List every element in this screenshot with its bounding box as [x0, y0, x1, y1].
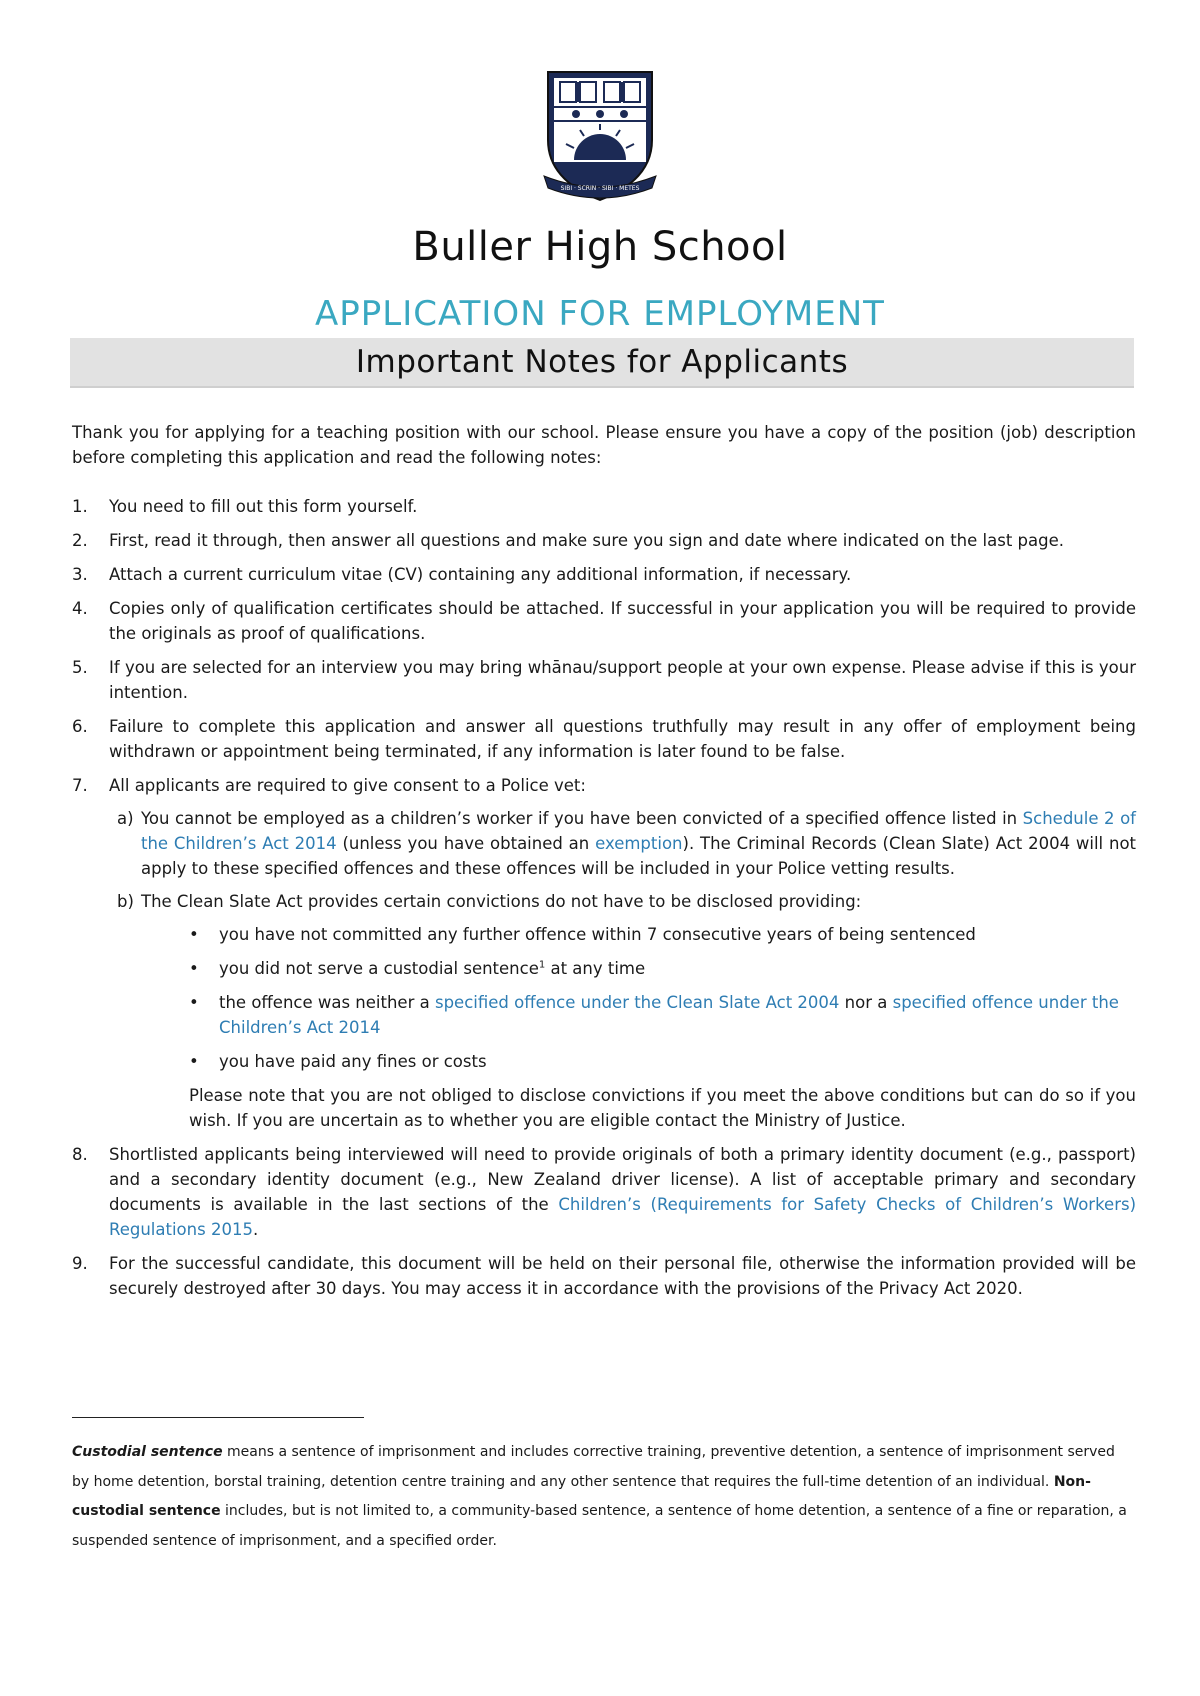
list-item: 8. Shortlisted applicants being interviewed will need to provide originals of both a primary identity document (e.g., passport) and a secondary identity document (e.g., New Zealand driver license). A list of acceptable primary and secondary documents is available in the last sections of the Children’s (Requirements for Safety Checks of Children’s Workers) Regulations 2015. — [72, 1145, 1137, 1239]
clean-slate-conditions — [109, 922, 1136, 1074]
list-item: • you did not serve a custodial sentence$^1$ at any time — [189, 959, 646, 978]
school-crest-logo — [540, 70, 660, 204]
footnote: Custodial sentence means a sentence of imprisonment and includes corrective training, preventive detention, a sentence of imprisonment served by home detention, borstal training, detention centre training and any other sentence that requires the full-time detention of an individual. Non-custodial sentence includes, but is not limited to, a community-based sentence, a sentence of home detention, a sentence of a fine or reparation, a suspended sentence of imprisonment, and a specified order. — [72, 1444, 1127, 1549]
police-vet-item-b: b) The Clean Slate Act provides certain convictions do not have to be disclosed providing: — [117, 892, 862, 911]
subtitle-bar: Important Notes for Applicants — [70, 338, 1134, 388]
list-item: 1. You need to fill out this form yourself. — [72, 497, 418, 516]
list-item: 4. Copies only of qualification certificates should be attached. If successful in your application you will be required to provide the originals as proof of qualifications. — [72, 599, 1136, 643]
list-item: 5. If you are selected for an interview you may bring whānau/support people at your own expense. Please advise if this is your intention. — [72, 658, 1136, 702]
schedule-2-link[interactable]: Schedule 2 of the Children’s Act 2014 — [141, 809, 1136, 853]
list-item-police-vet: 7. All applicants are required to give consent to a Police vet: a) You cannot be employed as a children’s worker if you have been convicted of a specified offence listed in Schedule 2 of the Children’s Act 2014 (unless you have obtained an exemption). The Criminal Records (Clean Slate) Act 2004 will not apply to these specified offences and these offences will be included in your Police vetting results. b) The Clean Slate Act provides certain convictions do not have to be disclosed providing: • you have not committed any further offence within 7 consecutive years of being sentenced • you did not serve a custodial sentence$^1$ at any time • the offence was neither a specified offence under the Clean Slate Act 2004 nor a specified offence under the Children’s Act 2014 • you have paid any fines or costs Please note that you are not obliged to disclose convictions if you meet the above conditions but can do so if you wish. If you are uncertain as to whether you are eligible contact the Ministry of Justice. — [72, 773, 1136, 1133]
form-title: APPLICATION FOR EMPLOYMENT — [315, 294, 885, 334]
list-item: 6. Failure to complete this application and answer all questions truthfully may result in any offer of employment being withdrawn or appointment being terminated, if any information is later found to be false. — [72, 717, 1136, 761]
school-name: Buller High School — [412, 224, 788, 270]
childrens-act-link[interactable]: specified offence under the Children’s Act 2014 — [219, 993, 1119, 1037]
clean-slate-act-link[interactable]: specified offence under the Clean Slate Act 2004 — [434, 993, 840, 1012]
list-item: • the offence was neither a specified offence under the Clean Slate Act 2004 nor a specified offence under the Children’s Act 2014 — [189, 993, 1119, 1037]
notes-list — [72, 494, 1136, 1310]
regulations-2015-link[interactable]: Children’s (Requirements for Safety Checks of Children’s Workers) Regulations 2015 — [109, 1195, 1137, 1239]
list-item: • you have paid any fines or costs — [189, 1052, 487, 1071]
list-item: 9. For the successful candidate, this document will be held on their personal file, otherwise the information provided will be securely destroyed after 30 days. You may access it in accordance with the provisions of the Privacy Act 2020. — [72, 1254, 1136, 1298]
svg-text:SIBI · SCRIN · SIBI · METES: SIBI · SCRIN · SIBI · METES — [560, 185, 640, 192]
disclosure-note: Please note that you are not obliged to disclose convictions if you meet the above conditions but can do so if you wish. If you are uncertain as to whether you are eligible contact the Ministry of Justice. — [189, 1086, 1136, 1130]
footnote-marker[interactable]: 1 — [538, 959, 546, 971]
footnote-divider — [72, 1417, 364, 1418]
intro-paragraph: Thank you for applying for a teaching position with our school. Please ensure you have a copy of the position (job) description before completing this application and read the following notes: — [72, 423, 1136, 467]
list-item: 2. First, read it through, then answer all questions and make sure you sign and date where indicated on the last page. — [72, 531, 1064, 550]
list-item: • you have not committed any further offence within 7 consecutive years of being sentenced — [189, 925, 976, 944]
exemption-link[interactable]: exemption — [595, 834, 683, 853]
list-item: 3. Attach a current curriculum vitae (CV) containing any additional information, if necessary. — [72, 565, 852, 584]
police-vet-item-a: a) You cannot be employed as a children’s worker if you have been convicted of a specified offence listed in Schedule 2 of the Children’s Act 2014 (unless you have obtained an exemption). The Criminal Records (Clean Slate) Act 2004 will not apply to these specified offences and these offences will be included in your Police vetting results. — [117, 809, 1137, 878]
